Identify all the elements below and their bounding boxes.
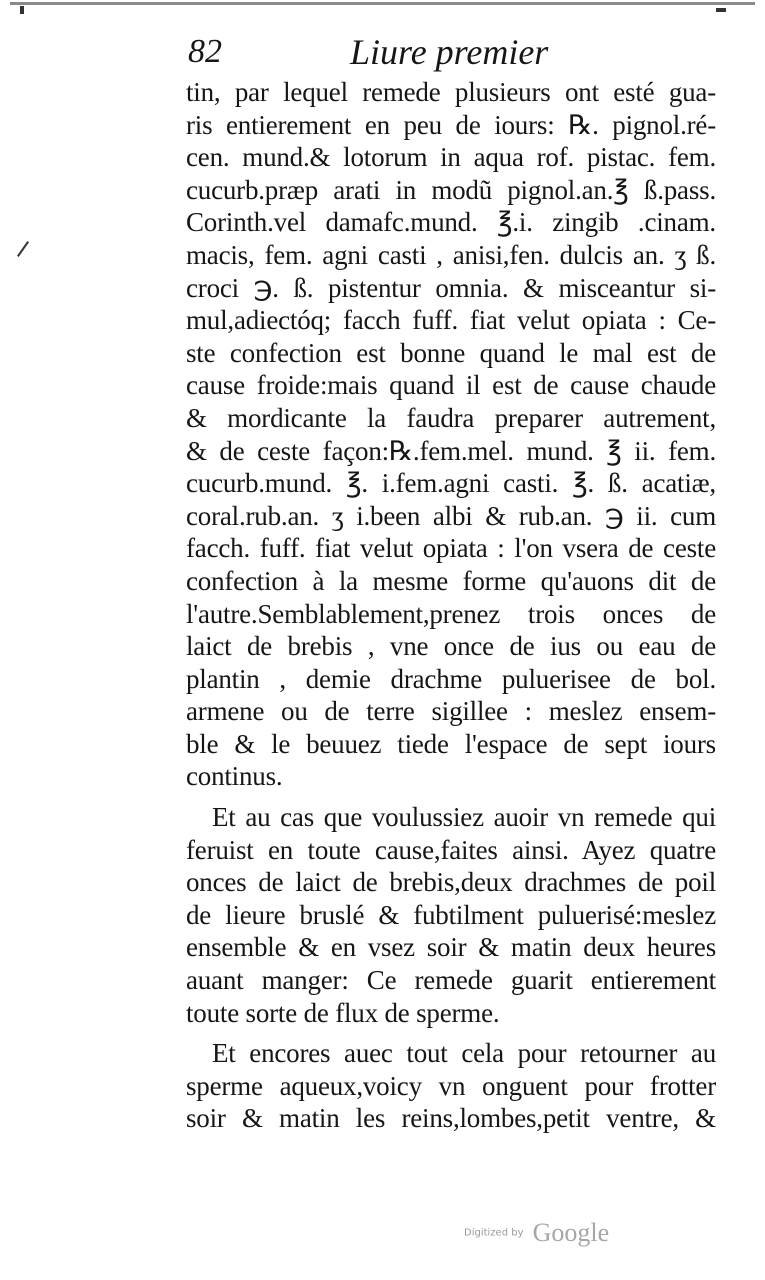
- running-head: Liure premier: [350, 32, 549, 72]
- google-watermark: [464, 1218, 634, 1252]
- text-line: cen. mund.& lotorum in aqua rof. pistac. fem.: [186, 142, 716, 173]
- text-line: sperme aqueux,voicy vn onguent pour frotter: [186, 1070, 716, 1101]
- text-line: Et au cas que voulussiez auoir vn remede qui: [212, 802, 716, 833]
- margin-mark: [20, 6, 24, 14]
- text-line: armene ou de terre sigillee : meslez ensem-: [186, 696, 716, 727]
- watermark-prefix: Digitized by: [464, 1227, 524, 1239]
- text-line: onces de laict de brebis,deux drachmes de poil: [186, 867, 716, 898]
- margin-mark: [716, 8, 726, 12]
- text-line: laict de brebis , vne once de ius ou eau de: [186, 631, 716, 662]
- text-line: soir & matin les reins,lombes,petit ventre, &: [186, 1103, 716, 1134]
- text-line: continus.: [186, 761, 283, 792]
- text-line: coral.rub.an. ʒ i.been albi & rub.an. ℈ ii. cum: [186, 500, 716, 531]
- text-line: confection à la mesme forme qu'auons dit de: [186, 565, 716, 596]
- text-line: de lieure bruslé & fubtilment puluerisé:meslez: [186, 899, 716, 930]
- top-border-rule: [10, 2, 755, 5]
- paragraph: [186, 801, 716, 1029]
- text-line: macis, fem. agni casti , anisi,fen. dulcis an. ʒ ß.: [186, 239, 716, 270]
- page-number: 82: [188, 33, 222, 70]
- text-line: l'autre.Semblablement,prenez trois onces de: [186, 598, 716, 629]
- paragraph: [186, 76, 716, 793]
- text-line: ensemble & en vsez soir & matin deux heures: [186, 932, 716, 963]
- text-line: ris entierement en peu de iours: ℞. pignol.ré-: [186, 109, 716, 140]
- text-line: cucurb.mund. ℥. i.fem.agni casti. ℥. ß. acatiæ,: [186, 468, 716, 499]
- text-line: cucurb.præp arati in modũ pignol.an.℥ ß.pass.: [186, 174, 716, 205]
- text-line: auant manger: Ce remede guarit entierement: [186, 965, 716, 996]
- text-line: feruist en toute cause,faites ainsi. Ayez quatre: [186, 834, 716, 865]
- text-line: facch. fuff. fiat velut opiata : l'on vsera de ceste: [186, 533, 716, 564]
- text-line: cause froide:mais quand il est de cause chaude: [186, 370, 716, 401]
- text-line: Et encores auec tout cela pour retourner au: [212, 1038, 716, 1069]
- google-logo: Google: [532, 1218, 610, 1247]
- text-line: & mordicante la faudra preparer autrement,: [186, 402, 716, 433]
- text-line: ble & le beuuez tiede l'espace de sept iours: [186, 728, 716, 759]
- text-line: toute sorte de flux de sperme.: [186, 997, 500, 1028]
- text-line: croci ℈. ß. pistentur omnia. & misceantur si-: [186, 272, 716, 303]
- margin-mark: [17, 241, 29, 257]
- page-header: [188, 30, 588, 74]
- text-line: tin, par lequel remede plusieurs ont esté gua-: [186, 77, 716, 107]
- text-line: & de ceste façon:℞.fem.mel. mund. ℥ ii. fem.: [186, 435, 716, 466]
- text-line: ste confection est bonne quand le mal est de: [186, 337, 716, 368]
- text-line: plantin , demie drachme puluerisee de bol.: [186, 663, 716, 694]
- text-line: mul,adiectóq; facch fuff. fiat velut opiata : Ce-: [186, 305, 716, 336]
- paragraph: [186, 1037, 716, 1135]
- body-text: [186, 76, 716, 1135]
- text-line: Corinth.vel damafc.mund. ℥.i. zingib .cinam.: [186, 207, 716, 238]
